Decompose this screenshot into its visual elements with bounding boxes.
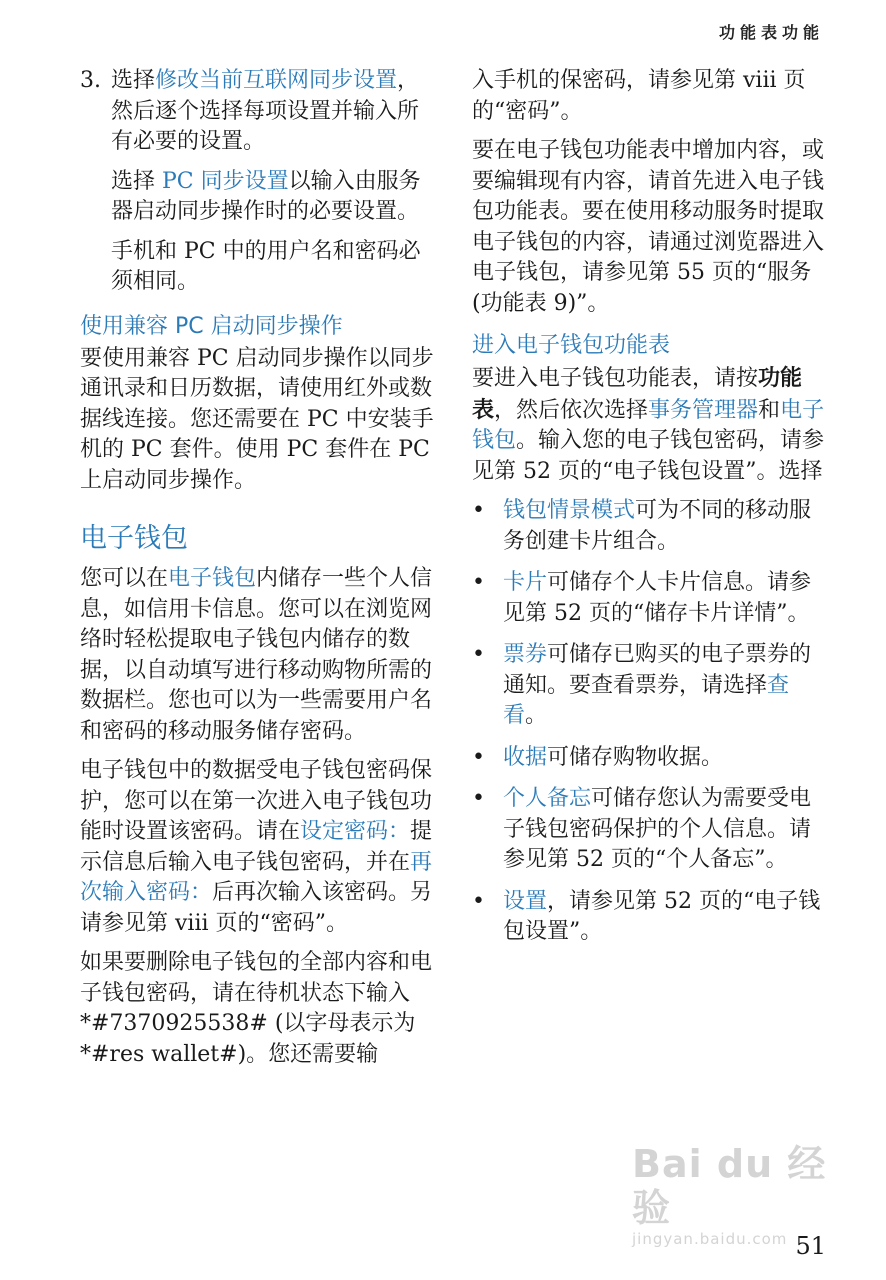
list-item-text: 可储存您认为需要受电子钱包密码保护的个人信息。请参见第 52 页的“个人备忘”。 [503,786,812,872]
modify-internet-sync-link[interactable]: 修改当前互联网同步设置 [155,68,398,93]
enter-para-b: ，然后依次选择 [494,397,649,423]
wallet-p2-c: 后再次输入该密码。另请参见第 viii 页的“密码”。 [80,880,433,936]
view-link[interactable]: 查看 [503,672,790,728]
enter-para-a: 要进入电子钱包功能表，请按 [472,366,759,391]
wallet-menu-link[interactable]: 电子钱包 [472,397,825,453]
compat-pc-sync-heading: 使用兼容 PC 启动同步操作 [80,313,343,339]
list-item-text: 可为不同的移动服务创建卡片组合。 [503,498,812,554]
right-column [472,66,832,959]
reenter-password-link[interactable]: 再次输入密码： [80,849,433,905]
pc-sync-post: 以输入由服务器启动同步操作时的必要设置。 [111,168,421,224]
organiser-link[interactable]: 事务管理器 [648,397,759,423]
wallet-para-2 [80,756,440,939]
bullet-icon: • [472,642,485,667]
list-item-text: ，请参见第 52 页的“电子钱包设置”。 [503,888,821,944]
bullet-icon: • [472,498,485,523]
receipts-link[interactable]: 收据 [503,744,548,770]
enter-wallet-menu-heading: 进入电子钱包功能表 [472,333,671,358]
step-text-cont: ，然后逐个选择每项设置并输入所有必要的设置。 [111,68,420,154]
wallet-p2-a: 电子钱包中的数据受电子钱包密码保护，您可以在第一次进入电子钱包功能时设置该密码。请在 [80,758,433,844]
tickets-link[interactable]: 票券 [503,642,548,667]
step-text: 选择 [111,68,156,93]
running-header: 功能表功能 [718,23,824,42]
pc-sync-pre: 选择 [111,168,162,194]
wallet-p1-pre: 您可以在 [80,566,169,591]
compat-pc-sync-para: 要使用兼容 PC 启动同步操作以同步通讯录和日历数据，请使用红外或数据线连接。您还需要在 PC 中安装手机的 PC 套件。使用 PC 套件在 PC 上启动同步操作。 [80,345,434,493]
menu-key-label: 功能表 [472,365,803,423]
bullet-icon: • [472,570,485,595]
list-item [472,743,832,774]
list-item [472,640,832,732]
pc-sync-settings-link[interactable]: PC 同步设置 [162,168,289,194]
list-item [472,496,832,557]
list-item-text: 可储存购物收据。 [547,744,724,770]
watermark-logo: Bai du 经验 [632,1142,827,1230]
wallet-para-1 [80,564,440,747]
enter-para-d: 。输入您的电子钱包密码，请参见第 52 页的“电子钱包设置”。选择 [472,428,825,484]
step-3 [80,66,440,158]
bullet-icon: • [472,888,485,914]
password-continuation: 入手机的保密码，请参见第 viii 页的“密码”。 [472,68,806,124]
same-credentials-note: 手机和 PC 中的用户名和密码必须相同。 [111,238,421,294]
step-number: 3. [80,68,101,93]
left-column [80,66,440,1079]
wallet-options-list [472,496,832,948]
enter-para-c: 和 [758,397,781,423]
list-item-text-end: 。 [525,703,548,728]
wallet-link[interactable]: 电子钱包 [168,566,257,591]
settings-link[interactable]: 设置 [503,888,548,914]
wallet-p1-post: 内储存一些个人信息，如信用卡信息。您可以在浏览网络时轻松提取电子钱包内储存的数据，以自动填写进行移动购物所需的数据栏。您也可以为一些需要用户名和密码的移动服务储存密码。 [80,566,433,744]
list-item [472,887,832,948]
bullet-icon: • [472,786,485,811]
set-password-link[interactable]: 设定密码： [300,819,411,844]
bullet-icon: • [472,744,485,770]
list-item [472,784,832,876]
cards-link[interactable]: 卡片 [503,570,548,595]
wallet-para-3: 如果要删除电子钱包的全部内容和电子钱包密码，请在待机状态下输入 *#7370925538# (以字母表示为 *#res wallet#)。您还需要输 [80,950,433,1067]
enter-wallet-para [472,363,832,487]
wallet-profiles-link[interactable]: 钱包情景模式 [503,498,636,523]
pc-sync-para [80,167,440,228]
list-item [472,568,832,629]
wallet-p2-b: 提示信息后输入电子钱包密码，并在 [80,819,433,875]
list-item-text: 可储存已购买的电子票券的通知。要查看票券，请选择 [503,642,812,698]
add-content-para: 要在电子钱包功能表中增加内容，或要编辑现有内容，请首先进入电子钱包功能表。要在使用移动服务时提取电子钱包的内容，请通过浏览器进入电子钱包，请参见第 55 页的“服务 (功能表 9)”。 [472,138,825,316]
page-number: 51 [795,1232,826,1260]
personal-notes-link[interactable]: 个人备忘 [503,786,592,811]
wallet-heading: 电子钱包 [80,523,188,554]
watermark-url: jingyan.baidu.com [632,1230,788,1248]
list-item-text: 可储存个人卡片信息。请参见第 52 页的“储存卡片详情”。 [503,570,812,626]
